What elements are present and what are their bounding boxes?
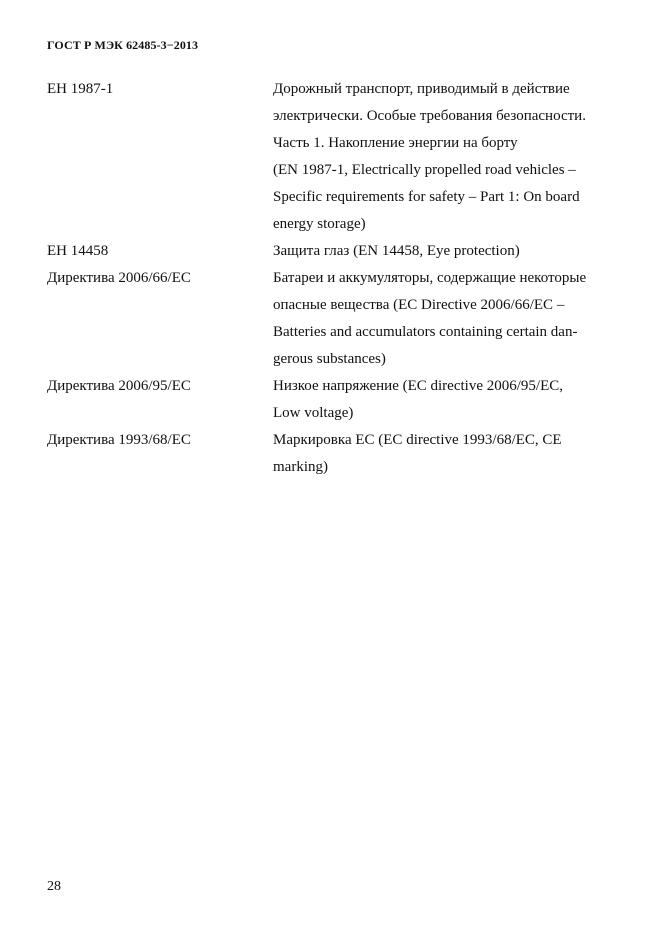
reference-title-line: Low voltage)	[273, 405, 354, 421]
reference-title-line: Batteries and accumulators containing certain dan-	[273, 324, 578, 340]
reference-title-line: Низкое напряжение (EC directive 2006/95/EC,	[273, 378, 563, 394]
reference-title-line: Батареи и аккумуляторы, содержащие некоторые	[273, 270, 587, 286]
reference-row-en-14458	[47, 238, 627, 265]
reference-row-directive-1993-68	[47, 427, 627, 481]
reference-title-line: Защита глаз (EN 14458, Eye protection)	[273, 243, 520, 259]
reference-title	[273, 76, 627, 238]
reference-code: Директива 2006/95/ЕС	[47, 378, 191, 394]
reference-code: Директива 1993/68/ЕС	[47, 432, 191, 448]
reference-title	[273, 265, 627, 373]
reference-title	[273, 427, 627, 481]
reference-row-directive-2006-95	[47, 373, 627, 427]
reference-title-line: электрически. Особые требования безопасности.	[273, 108, 586, 124]
reference-row-en-1987-1	[47, 76, 627, 238]
page-number: 28	[47, 879, 61, 894]
reference-title-line: gerous substances)	[273, 351, 386, 367]
reference-row-directive-2006-66	[47, 265, 627, 373]
reference-title-line: (EN 1987-1, Electrically propelled road vehicles –	[273, 162, 576, 178]
reference-code: ЕН 1987-1	[47, 81, 114, 97]
reference-title-line: marking)	[273, 459, 328, 475]
reference-title	[273, 373, 627, 427]
reference-title-line: Маркировка ЕС (EC directive 1993/68/EC, CE	[273, 432, 562, 448]
references-list	[47, 76, 627, 481]
reference-title-line: Часть 1. Накопление энергии на борту	[273, 135, 518, 151]
reference-title-line: Specific requirements for safety – Part 1: On board	[273, 189, 580, 205]
reference-code: ЕН 14458	[47, 243, 109, 259]
document-header: ГОСТ Р МЭК 62485-3−2013	[47, 38, 199, 52]
reference-title-line: energy storage)	[273, 216, 366, 232]
reference-title-line: опасные вещества (EC Directive 2006/66/EC –	[273, 297, 565, 313]
reference-code: Директива 2006/66/ЕС	[47, 270, 191, 286]
reference-title-line: Дорожный транспорт, приводимый в действие	[273, 81, 570, 97]
reference-title	[273, 238, 627, 265]
